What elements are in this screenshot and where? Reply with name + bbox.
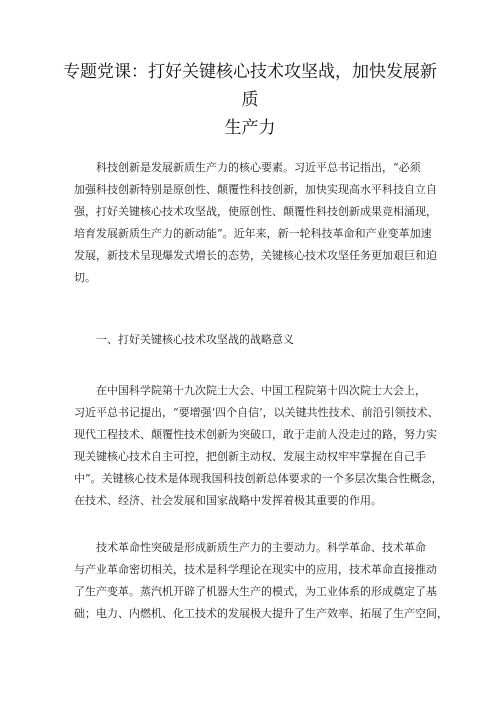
paragraph-line: 强，打好关键核心技术攻坚战，使原创性、颠覆性科技创新成果竞相涌现， <box>74 205 437 218</box>
title-line-1: 专题党课：打好关键核心技术攻坚战，加快发展新质 <box>63 62 437 110</box>
paragraph-line: 现代工程技术、颠覆性技术创新为突破口，敢于走前人没走过的路，努力实 <box>74 428 437 441</box>
paragraph-3 <box>74 537 448 625</box>
section-heading: 一、打好关键核心技术攻坚战的战略意义 <box>96 333 294 346</box>
paragraph-line: 科技创新是发展新质生产力的核心要素。习近平总书记指出，“必须 <box>96 161 421 174</box>
paragraph-line: 了生产变革。蒸汽机开辟了机器大生产的模式，为工业体系的形成奠定了基 <box>74 585 437 598</box>
paragraph-2 <box>74 380 443 512</box>
paragraph-line: 切。 <box>74 271 96 284</box>
paragraph-line: 加强科技创新特别是原创性、颠覆性科技创新，加快实现高水平科技自立自 <box>74 183 437 196</box>
paragraph-line: 习近平总书记提出，“要增强‘四个自信’，以关键共性技术、前沿引领技术、 <box>74 406 439 419</box>
paragraph-line: 现关键核心技术自主可控，把创新主动权、发展主动权牢牢掌握在自己手 <box>74 450 426 463</box>
paragraph-line: 与产业革命密切相关，技术是科学理论在现实中的应用，技术革命直接推动 <box>74 563 437 576</box>
paragraph-line: 在技术、经济、社会发展和国家战略中发挥着极其重要的作用。 <box>74 494 382 507</box>
paragraph-line: 培育发展新质生产力的新动能”。近年来，新一轮科技革命和产业变革加速 <box>74 227 432 240</box>
paragraph-line: 在中国科学院第十九次院士大会、中国工程院第十四次院士大会上， <box>96 384 426 397</box>
paragraph-line: 础；电力、内燃机、化工技术的发展极大提升了生产效率、拓展了生产空间， <box>74 607 448 620</box>
paragraph-line: 中”。关键核心技术是体现我国科技创新总体要求的一个多层次集合性概念， <box>74 472 443 485</box>
paragraph-1 <box>74 157 437 289</box>
document-title <box>60 58 440 142</box>
paragraph-line: 技术革命性突破是形成新质生产力的主要动力。科学革命、技术革命 <box>96 541 426 554</box>
paragraph-line: 发展，新技术呈现爆发式增长的态势，关键核心技术攻坚任务更加艰巨和迫 <box>74 249 437 262</box>
title-line-2: 生产力 <box>224 118 276 138</box>
